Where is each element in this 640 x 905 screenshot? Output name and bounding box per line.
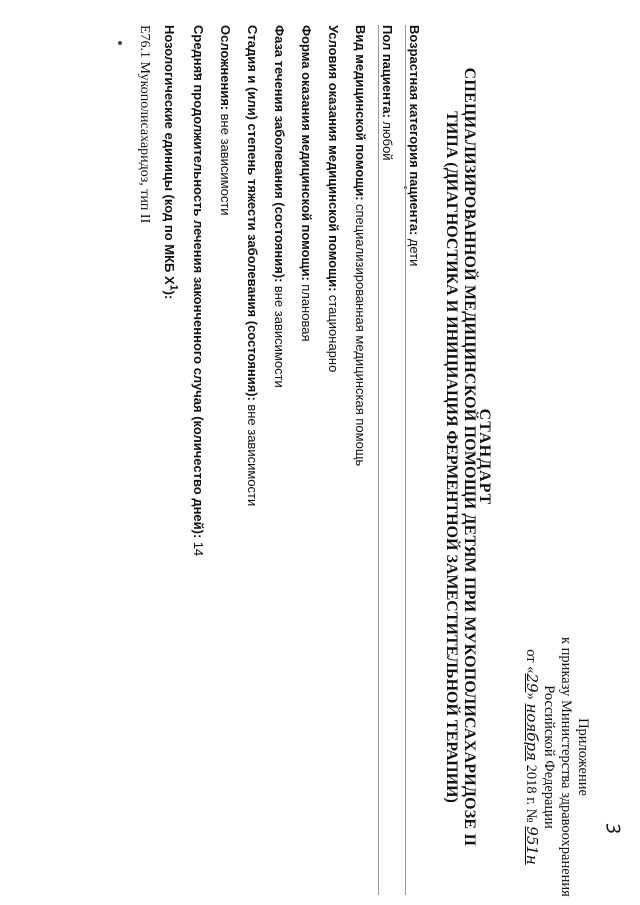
date-year: 2018 г. №: [523, 764, 539, 823]
handwritten-mark: 3: [601, 821, 624, 836]
field-value: плановая: [299, 284, 314, 342]
appendix-block: [522, 637, 591, 897]
field-value: специализированная медицинская помощь: [353, 203, 368, 467]
field-care-conditions: [325, 25, 341, 372]
field-label: Средняя продолжительность лечения законченного случая (количество дней):: [191, 25, 206, 539]
field-value: вне зависимости: [272, 285, 287, 388]
date-day: 29: [523, 673, 541, 693]
footnote-marker: 1: [167, 284, 179, 291]
appendix-order-ref: к приказу Министерства здравоохранения: [558, 637, 574, 897]
field-value: вне зависимости: [218, 113, 233, 216]
field-sex: [379, 25, 395, 161]
date-prefix: от «: [523, 649, 539, 674]
divider: [405, 25, 406, 895]
field-complications: [217, 25, 233, 216]
field-care-type: [352, 25, 368, 466]
field-nosological-units: [161, 25, 179, 299]
divider: [378, 25, 379, 895]
field-label: Условия оказания медицинской помощи:: [326, 25, 341, 292]
order-number: 951н: [523, 826, 541, 865]
field-value: вне зависимости: [245, 404, 260, 507]
field-label-tail: ):: [161, 290, 177, 300]
field-value: дети: [407, 238, 422, 267]
document-heading: СТАНДАРТ: [476, 408, 493, 506]
field-age-category: [406, 25, 422, 266]
field-average-duration: [190, 25, 206, 556]
appendix-title: Приложение: [575, 718, 591, 796]
field-label: Возрастная категория пациента:: [407, 25, 422, 236]
field-care-form: [298, 25, 314, 342]
document-title-line-1: СПЕЦИАЛИЗИРОВАННОЙ МЕДИЦИНСКОЙ ПОМОЩИ ДЕТЯМ ПРИ МУКОПОЛИСАХАРИДОЗЕ II: [461, 67, 478, 847]
field-label: Фаза течения заболевания (состояния):: [272, 25, 287, 283]
appendix-ministry: Российской Федерации: [541, 685, 557, 829]
field-value: стационарно: [326, 294, 341, 373]
field-label: [162, 25, 177, 299]
field-label: Форма оказания медицинской помощи:: [299, 25, 314, 281]
date-mid: »: [523, 692, 539, 700]
field-label: Пол пациента:: [380, 25, 395, 118]
appendix-date-line: [522, 637, 540, 877]
rotated-document: [25, 17, 624, 897]
field-label: Вид медицинской помощи:: [353, 25, 368, 201]
field-disease-phase: [271, 25, 287, 388]
field-disease-severity: [244, 25, 260, 506]
field-value: любой: [380, 121, 395, 161]
icd-code-line: E76.1 Мукополисахаридоз, тип II: [137, 25, 152, 224]
field-value: 14: [191, 541, 206, 557]
date-month: ноября: [523, 703, 541, 761]
field-label: Стадия и (или) степень тяжести заболевания (состояния):: [245, 25, 260, 401]
field-label-text: Нозологические единицы (код по МКБ X: [161, 25, 177, 285]
document-title-line-2: ТИПА (ДИАГНОСТИКА И ИНИЦИАЦИЯ ФЕРМЕНТНОЙ ЗАМЕСТИТЕЛЬНОЙ ТЕРАПИИ): [443, 111, 460, 803]
field-label: Осложнения:: [218, 25, 233, 111]
